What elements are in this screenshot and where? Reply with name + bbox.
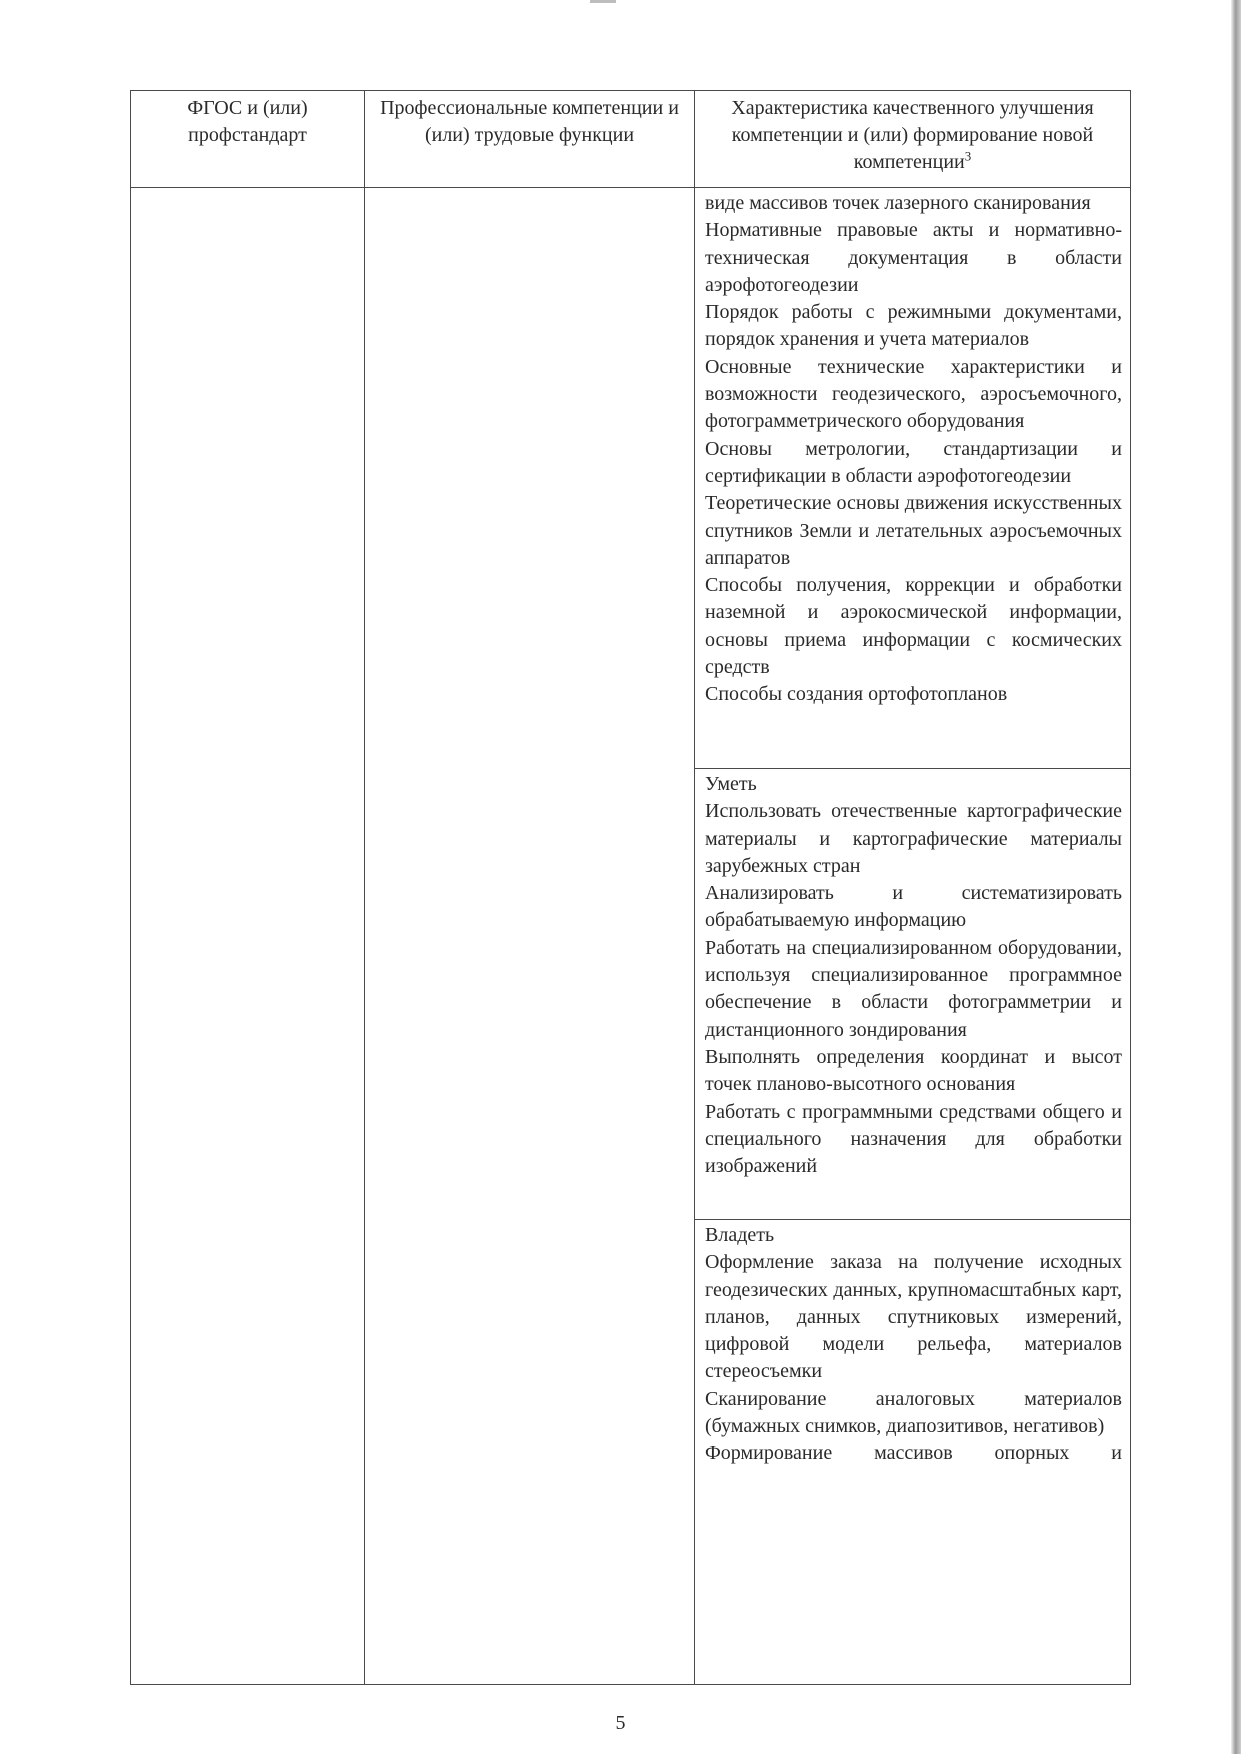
skills-title: Уметь [705, 773, 757, 795]
list-item: Выполнять определения координат и высот точек планово-высотного основания [705, 1045, 1122, 1096]
footnote-mark: 3 [964, 148, 972, 164]
list-item: Анализировать и систематизировать обрабатываемую информацию [705, 882, 1122, 932]
competency-table [130, 90, 1131, 1685]
list-item: Порядок работы с режимными документами, порядок хранения и учета материалов [705, 301, 1122, 351]
possess-cell [695, 1220, 1131, 1685]
scan-artifact [590, 0, 616, 3]
list-item: Способы создания ортофотопланов [705, 683, 1008, 706]
header-fgos: ФГОС и (или) профстандарт [131, 91, 365, 188]
possess-title: Владеть [705, 1224, 775, 1246]
list-item: Основные технические характеристики и возможности геодезического, аэросъемочного, фотограмметрического оборудования [705, 355, 1122, 433]
know-cell [695, 188, 1131, 769]
header-competencies: Профессиональные компетенции и (или) трудовые функции [365, 91, 695, 188]
list-item: Сканирование аналоговых материалов (бумажных снимков, диапозитивов, негативов) [705, 1387, 1122, 1438]
table-header-row [131, 91, 1131, 188]
scan-edge-shadow [1231, 0, 1241, 1754]
list-item: Работать на специализированном оборудовании, используя специализированное программное обеспечение в области фотограмметрии и дистанционного зондирования [705, 936, 1122, 1041]
competencies-cell [365, 188, 695, 1685]
list-item: Основы метрологии, стандартизации и сертификации в области аэрофотогеодезии [705, 437, 1122, 487]
fgos-cell [131, 188, 365, 1685]
list-item: виде массивов точек лазерного сканирования [705, 192, 1091, 214]
header-characteristic: Характеристика качественного улучшения компетенции и (или) формирование новой компетенции$^3$ [695, 91, 1131, 188]
list-item: Формирование массивов опорных и [705, 1442, 1122, 1465]
list-item: Теоретические основы движения искусственных спутников Земли и летательных аэросъемочных аппаратов [705, 492, 1122, 569]
table-row [131, 188, 1131, 769]
page-number: 5 [615, 1712, 626, 1734]
list-item: Использовать отечественные картографические материалы и картографические материалы зарубежных стран [705, 800, 1122, 877]
skills-cell [695, 769, 1131, 1220]
list-item: Работать с программными средствами общего и специального назначения для обработки изображений [705, 1100, 1122, 1178]
list-item: Нормативные правовые акты и нормативно-техническая документация в области аэрофотогеодезии [705, 219, 1122, 296]
list-item: Оформление заказа на получение исходных геодезических данных, крупномасштабных карт, планов, данных спутниковых измерений, цифровой модели рельефа, материалов стереосъемки [705, 1251, 1122, 1383]
list-item: Способы получения, коррекции и обработки наземной и аэрокосмической информации, основы приема информации с космических средств [705, 574, 1122, 679]
